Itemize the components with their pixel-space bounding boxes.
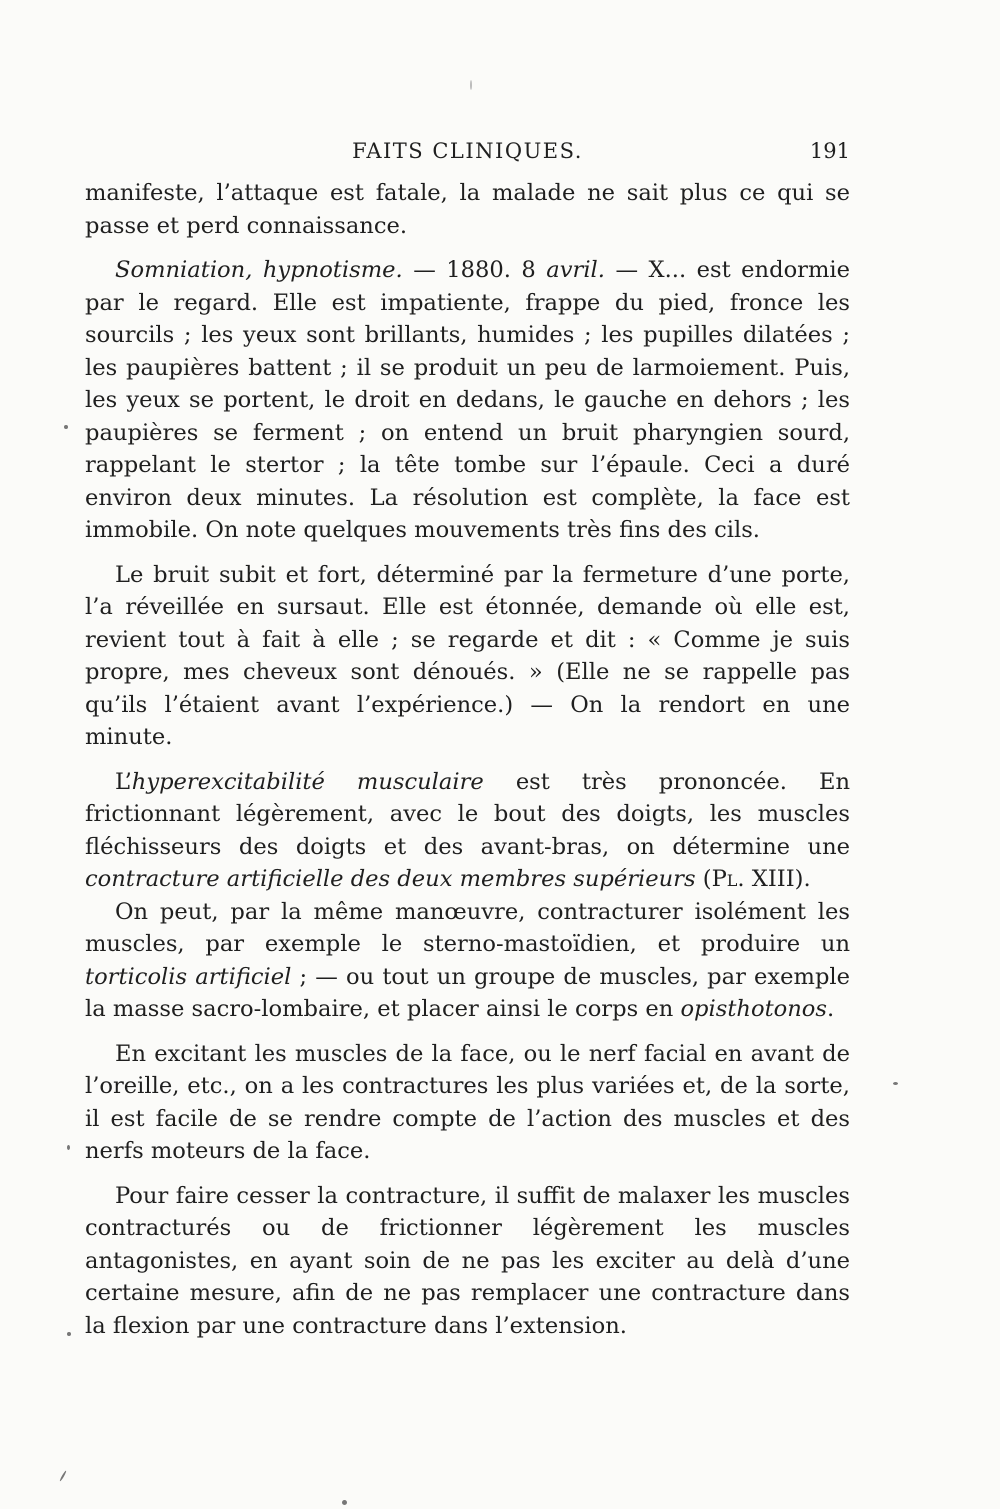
paragraph-awakening: Le bruit subit et fort, déterminé par la fermeture d’une porte, l’a réveillée en sursaut. Elle est étonnée, demande où elle est, revient tout à fait à elle ; se regarde et dit : « Comme je suis propre, mes cheveux sont dénoués. » (Elle ne se rappelle pas qu’ils l’étaient avant l’expérience.) — On la rendort en une minute. xyxy=(85,561,850,750)
body-text xyxy=(85,177,850,1342)
paragraph-cessation: Pour faire cesser la contracture, il suffit de malaxer les muscles contracturés ou de frictionner légèrement les muscles antagonistes, en ayant soin de ne pas les exciter au delà d’une certaine mesure, afin de ne pas remplacer une contracture dans la flexion par une contracture dans l’extension. xyxy=(85,1182,850,1339)
date-text: — 1880. 8 xyxy=(402,257,547,283)
print-speck xyxy=(893,1082,898,1085)
plate-abbrev: Pl. xyxy=(711,866,745,892)
running-title: FAITS CLINIQUES. xyxy=(352,139,583,163)
text-run: L’ xyxy=(115,768,132,795)
paragraph-face-muscles: En excitant les muscles de la face, ou le nerf facial en avant de l’oreille, etc., on a les contractures les plus variées et, de la sorte, il est facile de se rendre compte de l’action des muscles et des nerfs moteurs de la face. xyxy=(85,1040,850,1164)
print-speck xyxy=(67,1145,70,1150)
text-run: est très prononcée. En frictionnant légèrement, avec le bout des doigts, les muscles fléchisseurs des doigts et des avant-bras, on détermine une xyxy=(85,768,851,860)
paragraph-torticolis xyxy=(85,896,850,1026)
paragraph-continuation: manifeste, l’attaque est fatale, la malade ne sait plus ce qui se passe et perd connaissance. xyxy=(85,180,850,239)
paragraph-somniation xyxy=(85,254,850,547)
text-run: ; — ou tout un groupe de muscles, par exemple la masse sacro-lombaire, et placer ainsi le corps en xyxy=(85,963,850,1022)
print-speck xyxy=(59,1470,67,1481)
section-lead: Somniation, hypnotisme. xyxy=(115,257,403,283)
text-run: . xyxy=(827,996,835,1022)
page-number: 191 xyxy=(809,139,850,163)
date-month: avril. xyxy=(546,257,605,283)
plate-ref: XIII). xyxy=(744,866,811,892)
print-speck xyxy=(64,425,68,429)
text-run: On peut, par la même manœuvre, contracturer isolément les muscles, par exemple le sterno-mastoïdien, et produire un xyxy=(85,898,850,957)
print-speck xyxy=(470,80,472,90)
paragraph-text: — X... est endormie par le regard. Elle est impatiente, frappe du pied, fronce les sourcils ; les yeux sont brillants, humides ; les pupilles dilatées ; les paupières battent ; il se produit un peu de larmoiement. Puis, les yeux se portent, le droit en dedans, le gauche en dehors ; les paupières se ferment ; on entend un bruit pharyngien sourd, rappelant le stertor ; la tête tombe sur l’épaule. Ceci a duré environ deux minutes. La résolution est complète, la face est immobile. On note quelques mouvements très fins des cils. xyxy=(85,257,850,543)
text-run: ( xyxy=(695,866,712,892)
italic-term: contracture artificielle des deux membres supérieurs xyxy=(85,866,696,892)
paragraph-hyperexcitability xyxy=(85,766,850,896)
italic-term: opisthotonos xyxy=(680,996,828,1022)
italic-term: hyperexcitabilité musculaire xyxy=(131,768,484,795)
page-header xyxy=(85,136,850,172)
italic-term: torticolis artificiel xyxy=(85,963,292,990)
print-speck xyxy=(67,1332,71,1336)
print-speck xyxy=(342,1500,347,1505)
